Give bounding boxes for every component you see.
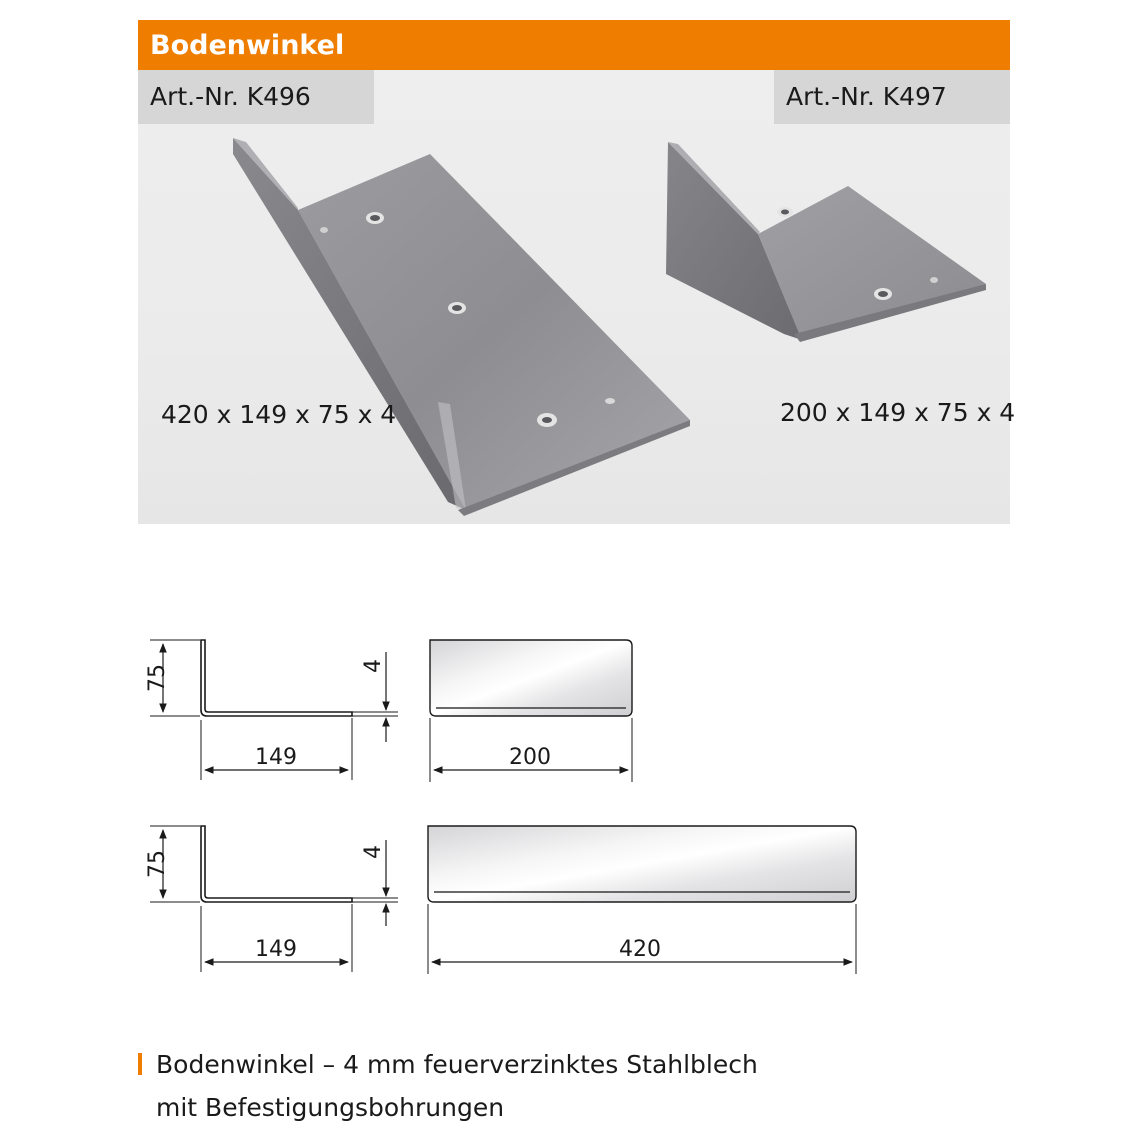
description-line-1: Bodenwinkel – 4 mm feuerverzinktes Stahlblech: [156, 1050, 758, 1079]
bracket-k496-image: [233, 138, 690, 516]
art-nr-k496-label: Art.-Nr. K496: [138, 70, 374, 124]
dim-thickness-1: 4: [361, 659, 386, 673]
k496-dimensions: 420 x 149 x 75 x 4: [161, 400, 397, 429]
art-nr-k497-label: Art.-Nr. K497: [774, 70, 1010, 124]
dim-length-2: 420: [619, 937, 661, 962]
dim-depth-2: 149: [255, 937, 297, 962]
technical-drawings: [0, 560, 1140, 1000]
k497-dimensions: 200 x 149 x 75 x 4: [780, 398, 1016, 427]
product-photo: [138, 124, 1010, 524]
dim-length-1: 200: [509, 745, 551, 770]
drawing-k497: [150, 640, 632, 782]
bracket-k497-image: [666, 142, 986, 342]
dim-depth-1: 149: [255, 745, 297, 770]
dim-thickness-2: 4: [361, 845, 386, 859]
section-title: Bodenwinkel: [138, 20, 1010, 70]
description-line-2: mit Befestigungsbohrungen: [156, 1093, 505, 1122]
bullet-marker: [138, 1053, 142, 1075]
dim-height-2: 75: [145, 850, 170, 878]
dim-height-1: 75: [145, 664, 170, 692]
